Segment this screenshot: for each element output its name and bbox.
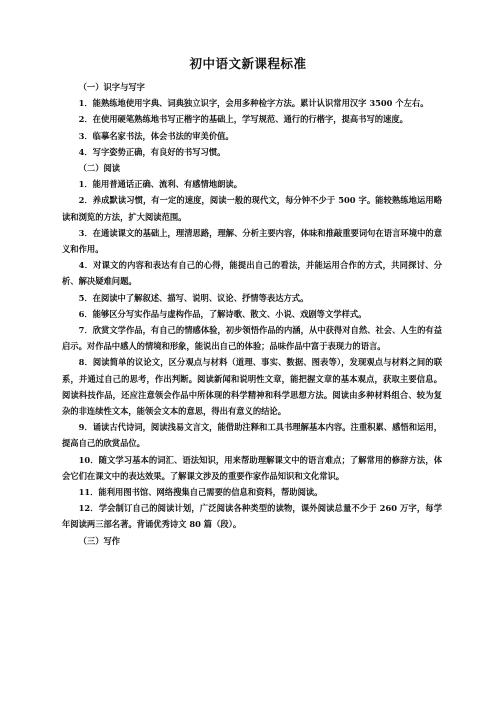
paragraph: 3．在通读课文的基础上，理清思路，理解、分析主要内容，体味和推敲重要词句在语言环境中的意义和作用。 xyxy=(62,227,442,255)
paragraph: 3．临摹名家书法，体会书法的审美价值。 xyxy=(78,130,234,141)
paragraph: 7．欣赏文学作品，有自己的情感体验，初步领悟作品的内涵，从中获得对自然、社会、人生的有益启示。对作品中感人的情境和形象，能说出自己的体验；品味作品中富于表现力的语言。 xyxy=(62,325,442,352)
paragraph: 10．随文学习基本的词汇、语法知识，用来帮助理解课文中的语言难点；了解常用的修辞方法，体会它们在课文中的表达效果。了解课文涉及的重要作家作品知识和文化常识。 xyxy=(62,454,442,481)
paragraph: 4．写字姿势正确，有良好的书写习惯。 xyxy=(78,146,226,157)
paragraph: 2．养成默读习惯，有一定的速度，阅读一般的现代文，每分钟不少于 500 字。能较熟练地运用略读和浏览的方法，扩大阅读范围。 xyxy=(62,195,442,222)
section-heading-reading: （二）阅读 xyxy=(78,163,121,174)
paragraph: 8．阅读简单的议论文，区分观点与材料（道理、事实、数据、图表等），发现观点与材料之间的联系，并通过自己的思考，作出判断。阅读新闻和说明性文章，能把握文章的基本观点，获取主要信息。阅读科技作品，还应注意领会作品中所体现的科学精神和科学思想方法。阅读由多种材料组合、较为复杂的非连续性文本，能领会文本的意思，得出有意义的结论。 xyxy=(62,357,442,417)
paragraph: 1．能用普通话正确、流利、有感情地朗读。 xyxy=(78,179,243,190)
paragraph: 11．能利用图书馆、网络搜集自己需要的信息和资料，帮助阅读。 xyxy=(78,487,323,498)
paragraph: 9．诵读古代诗词，阅读浅易文言文，能借助注释和工具书理解基本内容。注重积累、感悟和运用，提高自己的欣赏品位。 xyxy=(62,422,442,449)
document-body xyxy=(62,79,442,549)
page-title: 初中语文新课程标准 xyxy=(189,56,307,71)
paragraph: 1．能熟练地使用字典、词典独立识字，会用多种检字方法。累计认识常用汉字 3500 个左右。 xyxy=(78,98,429,109)
paragraph: 6．能够区分写实作品与虚构作品，了解诗歌、散文、小说、戏剧等文学样式。 xyxy=(78,308,367,319)
paragraph: 4．对课文的内容和表达有自己的心得，能提出自己的看法，并能运用合作的方式，共同探讨、分析、解决疑难问题。 xyxy=(62,260,442,287)
paragraph: 2．在使用硬笔熟练地书写正楷字的基础上，学写规范、通行的行楷字，提高书写的速度。 xyxy=(78,114,408,125)
paragraph: 12．学会制订自己的阅读计划，广泛阅读各种类型的读物，课外阅读总量不少于 260 万字，每学年阅读两三部名著。背诵优秀诗文 80 篇（段）。 xyxy=(62,503,442,530)
paragraph: 5．在阅读中了解叙述、描写、说明、议论、抒情等表达方式。 xyxy=(78,292,309,303)
section-heading-literacy: （一）识字与写字 xyxy=(78,82,145,92)
section-heading-writing: （三）写作 xyxy=(78,535,121,546)
